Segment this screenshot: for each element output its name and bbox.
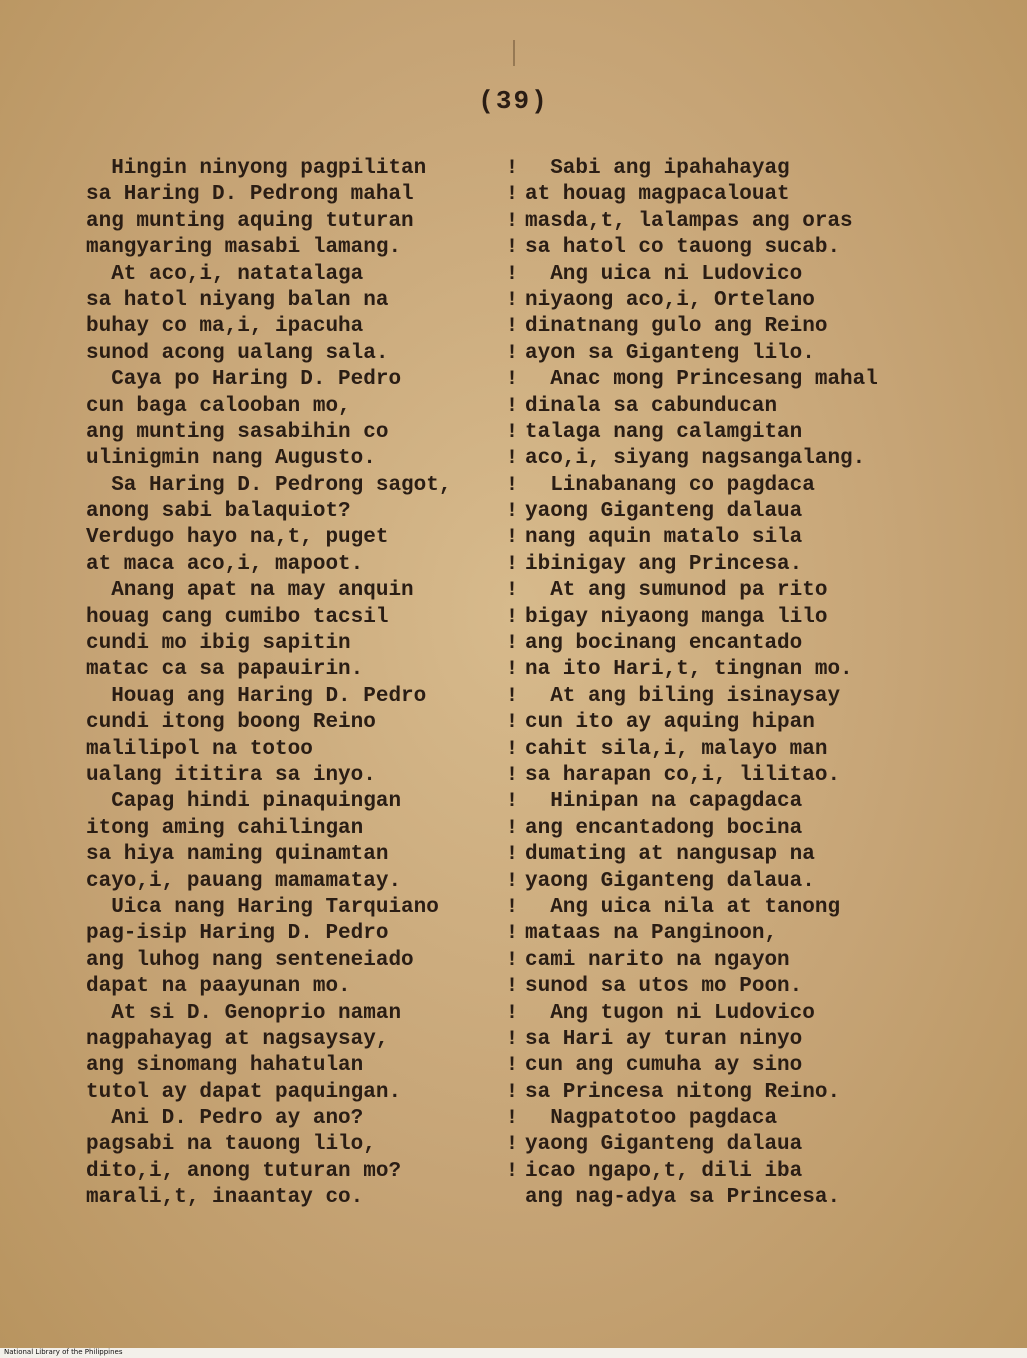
verse-line: tutol ay dapat paquingan. xyxy=(86,1080,402,1104)
separator-mark: ! xyxy=(506,711,519,735)
verse-line: cun baga calooban mo, xyxy=(86,394,351,418)
verse-line: sa hatol co tauong sucab. xyxy=(525,236,841,260)
verse-line: cundi itong boong Reino xyxy=(86,711,376,735)
separator-mark: ! xyxy=(506,1133,519,1157)
verse-line: sa Hari ay turan ninyo xyxy=(525,1027,803,1051)
verse-line: Ani D. Pedro ay ano? xyxy=(86,1107,364,1131)
verse-line: yaong Giganteng dalaua xyxy=(525,500,803,524)
verse-line: Uica nang Haring Tarquiano xyxy=(86,895,439,919)
verse-line: ang bocinang encantado xyxy=(525,632,803,656)
verse-line: anong sabi balaquiot? xyxy=(86,500,351,524)
separator-mark: ! xyxy=(506,632,519,656)
verse-line: mataas na Panginoon, xyxy=(525,922,778,946)
separator-mark: ! xyxy=(506,183,519,207)
right-verse-column xyxy=(525,156,995,1212)
verse-line: cami narito na ngayon xyxy=(525,948,790,972)
separator-mark: ! xyxy=(506,420,519,444)
separator-mark: ! xyxy=(506,288,519,312)
verse-line: mangyaring masabi lamang. xyxy=(86,236,402,260)
separator-mark: ! xyxy=(506,447,519,471)
verse-line: At ang sumunod pa rito xyxy=(525,579,828,603)
verse-line: buhay co ma,i, ipacuha xyxy=(86,315,364,339)
verse-line: houag cang cumibo tacsil xyxy=(86,605,389,629)
separator-mark: ! xyxy=(506,157,519,180)
column-separator xyxy=(506,156,524,1212)
separator-mark: ! xyxy=(506,869,519,893)
verse-line: ualang ititira sa inyo. xyxy=(86,763,376,787)
separator-mark: ! xyxy=(506,843,519,867)
verse-line: ulinigmin nang Augusto. xyxy=(86,447,376,471)
verse-line: pagsabi na tauong lilo, xyxy=(86,1133,376,1157)
verse-line: ang nag-adya sa Princesa. xyxy=(525,1186,841,1210)
verse-line: Anang apat na may anquin xyxy=(86,579,414,603)
verse-line: yaong Giganteng dalaua xyxy=(525,1133,803,1157)
separator-mark: ! xyxy=(506,579,519,603)
verse-line: nagpahayag at nagsaysay, xyxy=(86,1027,389,1051)
verse-line: matac ca sa papauirin. xyxy=(86,658,364,682)
verse-line: dumating at nangusap na xyxy=(525,843,815,867)
library-credit: National Library of the Philippines xyxy=(4,1348,123,1356)
separator-mark: ! xyxy=(506,948,519,972)
verse-line: sa harapan co,i, lilitao. xyxy=(525,763,841,787)
verse-line: Hingin ninyong pagpilitan xyxy=(86,157,427,180)
verse-line: na ito Hari,t, tingnan mo. xyxy=(525,658,853,682)
separator-mark: ! xyxy=(506,315,519,339)
separator-mark: ! xyxy=(506,658,519,682)
verse-line: cun ito ay aquing hipan xyxy=(525,711,815,735)
left-verse-column xyxy=(86,156,516,1212)
verse-line: sunod acong ualang sala. xyxy=(86,341,389,365)
separator-mark: ! xyxy=(506,341,519,365)
separator-mark: ! xyxy=(506,1027,519,1051)
verse-line: Linabanang co pagdaca xyxy=(525,473,815,497)
separator-mark: ! xyxy=(506,552,519,576)
separator-mark: ! xyxy=(506,1107,519,1131)
verse-line: Anac mong Princesang mahal xyxy=(525,368,878,392)
separator-mark: ! xyxy=(506,1159,519,1183)
verse-line: pag-isip Haring D. Pedro xyxy=(86,922,389,946)
separator-mark: ! xyxy=(506,500,519,524)
separator-mark: ! xyxy=(506,790,519,814)
page-number: (39) xyxy=(478,86,549,116)
verse-line: Houag ang Haring D. Pedro xyxy=(86,684,427,708)
verse-line: dinatnang gulo ang Reino xyxy=(525,315,828,339)
separator-mark: ! xyxy=(506,895,519,919)
separator-mark: ! xyxy=(506,262,519,286)
verse-line: Hinipan na capagdaca xyxy=(525,790,803,814)
verse-line: itong aming cahilingan xyxy=(86,816,364,840)
verse-line: ibinigay ang Princesa. xyxy=(525,552,803,576)
verse-line: malilipol na totoo xyxy=(86,737,313,761)
verse-line: ang munting aquing tuturan xyxy=(86,209,414,233)
separator-mark: ! xyxy=(506,1054,519,1078)
verse-line: bigay niyaong manga lilo xyxy=(525,605,828,629)
verse-line: nang aquin matalo sila xyxy=(525,526,803,550)
verse-line: Nagpatotoo pagdaca xyxy=(525,1107,778,1131)
verse-line: at maca aco,i, mapoot. xyxy=(86,552,364,576)
separator-mark: ! xyxy=(506,1080,519,1104)
page-fold-mark xyxy=(513,40,515,66)
verse-line: dapat na paayunan mo. xyxy=(86,975,351,999)
verse-line: cahit sila,i, malayo man xyxy=(525,737,828,761)
verse-line: At aco,i, natatalaga xyxy=(86,262,364,286)
separator-mark: ! xyxy=(506,1001,519,1025)
verse-line: At si D. Genoprio naman xyxy=(86,1001,402,1025)
verse-line: ang munting sasabihin co xyxy=(86,420,389,444)
verse-line: ang encantadong bocina xyxy=(525,816,803,840)
verse-line: marali,t, inaantay co. xyxy=(86,1186,364,1210)
separator-mark: ! xyxy=(506,816,519,840)
verse-line: dito,i, anong tuturan mo? xyxy=(86,1159,402,1183)
verse-line: at houag magpacalouat xyxy=(525,183,790,207)
verse-line: sa hiya naming quinamtan xyxy=(86,843,389,867)
verse-line: talaga nang calamgitan xyxy=(525,420,803,444)
verse-line: aco,i, siyang nagsangalang. xyxy=(525,447,866,471)
verse-line: icao ngapo,t, dili iba xyxy=(525,1159,803,1183)
verse-line: yaong Giganteng dalaua. xyxy=(525,869,815,893)
verse-line: sa Princesa nitong Reino. xyxy=(525,1080,841,1104)
verse-line: ang sinomang hahatulan xyxy=(86,1054,364,1078)
verse-line: sa hatol niyang balan na xyxy=(86,288,389,312)
separator-mark: ! xyxy=(506,737,519,761)
verse-line: ayon sa Giganteng lilo. xyxy=(525,341,815,365)
verse-line: Sabi ang ipahahayag xyxy=(525,157,790,180)
verse-line: dinala sa cabunducan xyxy=(525,394,778,418)
verse-line: Ang tugon ni Ludovico xyxy=(525,1001,815,1025)
separator-mark xyxy=(506,1185,524,1211)
verse-line: masda,t, lalampas ang oras xyxy=(525,209,853,233)
verse-line: cayo,i, pauang mamamatay. xyxy=(86,869,402,893)
verse-line: sunod sa utos mo Poon. xyxy=(525,975,803,999)
verse-line: cundi mo ibig sapitin xyxy=(86,632,351,656)
separator-mark: ! xyxy=(506,473,519,497)
verse-line: At ang biling isinaysay xyxy=(525,684,841,708)
separator-mark: ! xyxy=(506,526,519,550)
separator-mark: ! xyxy=(506,209,519,233)
separator-mark: ! xyxy=(506,922,519,946)
verse-line: cun ang cumuha ay sino xyxy=(525,1054,803,1078)
verse-line: Ang uica nila at tanong xyxy=(525,895,841,919)
scan-footer-strip xyxy=(0,1348,1027,1358)
verse-line: Verdugo hayo na,t, puget xyxy=(86,526,389,550)
verse-line: ang luhog nang senteneiado xyxy=(86,948,414,972)
separator-mark: ! xyxy=(506,763,519,787)
verse-line: sa Haring D. Pedrong mahal xyxy=(86,183,414,207)
verse-line: niyaong aco,i, Ortelano xyxy=(525,288,815,312)
separator-mark: ! xyxy=(506,605,519,629)
verse-line: Sa Haring D. Pedrong sagot, xyxy=(86,473,452,497)
separator-mark: ! xyxy=(506,368,519,392)
separator-mark: ! xyxy=(506,684,519,708)
verse-line: Ang uica ni Ludovico xyxy=(525,262,803,286)
separator-mark: ! xyxy=(506,394,519,418)
separator-mark: ! xyxy=(506,236,519,260)
separator-mark: ! xyxy=(506,975,519,999)
verse-line: Capag hindi pinaquingan xyxy=(86,790,402,814)
verse-line: Caya po Haring D. Pedro xyxy=(86,368,402,392)
